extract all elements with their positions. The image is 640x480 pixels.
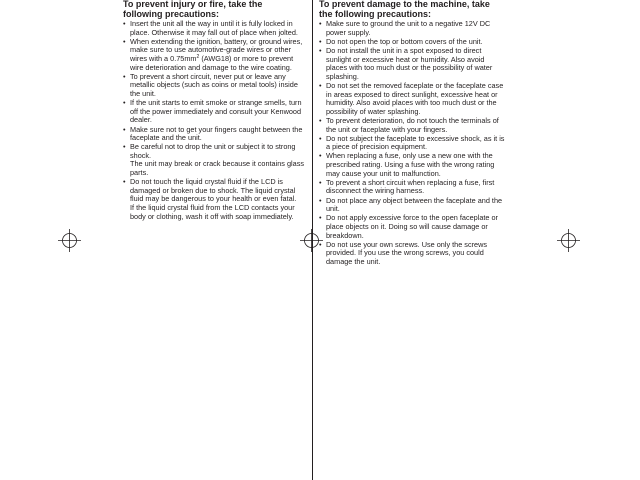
list-item: • To prevent deterioration, do not touch the terminals of the unit or faceplate with your fingers.: [319, 117, 505, 134]
list-item: • Do not open the top or bottom covers of the unit.: [319, 38, 505, 47]
precaution-list: [123, 20, 305, 221]
list-item: • Do not subject the faceplate to excessive shock, as it is a piece of precision equipment.: [319, 135, 505, 152]
registration-mark-icon: [557, 229, 580, 252]
list-item: • When replacing a fuse, only use a new one with the prescribed rating. Using a fuse with the wrong rating may cause your unit to malfunction.: [319, 152, 505, 178]
registration-mark-icon: [58, 229, 81, 252]
precaution-list: [319, 20, 505, 267]
section-heading: To prevent damage to the machine, take the following precautions:: [319, 0, 490, 19]
injury-fire-precautions-section: [123, 0, 305, 222]
list-item: • Make sure to ground the unit to a negative 12V DC power supply.: [319, 20, 505, 37]
list-item: • When extending the ignition, battery, or ground wires, make sure to use automotive-grade wires or other wires with a $0.75mm^2$ (AWG18) or more to prevent wire deterioration and damage to the wire coating.: [123, 38, 305, 72]
list-item: • Do not use your own screws. Use only the screws provided. If you use the wrong screws, you could damage the unit.: [319, 241, 505, 267]
list-item: • Do not touch the liquid crystal fluid if the LCD is damaged or broken due to shock. The liquid crystal fluid may be dangerous to your health or even fatal. If the liquid crystal fluid from the LCD contacts your body or clothing, wash it off with soap immediately.: [123, 178, 305, 221]
list-item: • Be careful not to drop the unit or subject it to strong shock. The unit may break or crack because it contains glass parts.: [123, 143, 305, 177]
list-item: • To prevent a short circuit when replacing a fuse, first disconnect the wiring harness.: [319, 179, 505, 196]
list-item: • Make sure not to get your fingers caught between the faceplate and the unit.: [123, 126, 305, 143]
list-item: • Insert the unit all the way in until it is fully locked in place. Otherwise it may fall out of place when jolted.: [123, 20, 305, 37]
section-heading: To prevent injury or fire, take the following precautions:: [123, 0, 263, 19]
list-item: • Do not place any object between the faceplate and the unit.: [319, 197, 505, 214]
list-item: • If the unit starts to emit smoke or strange smells, turn off the power immediately and consult your Kenwood dealer.: [123, 99, 305, 125]
list-item: • Do not apply excessive force to the open faceplate or place objects on it. Doing so will cause damage or breakdown.: [319, 214, 505, 240]
machine-damage-precautions-section: [319, 0, 505, 267]
list-item: • Do not set the removed faceplate or the faceplate case in areas exposed to direct sunlight, excessive heat or humidity. Also avoid places with too much dust or the possibility of water splashing.: [319, 82, 505, 116]
list-item: • To prevent a short circuit, never put or leave any metallic objects (such as coins or metal tools) inside the unit.: [123, 73, 305, 99]
list-item: • Do not install the unit in a spot exposed to direct sunlight or excessive heat or humidity. Also avoid places with too much dust or the possibility of water splashing.: [319, 47, 505, 81]
